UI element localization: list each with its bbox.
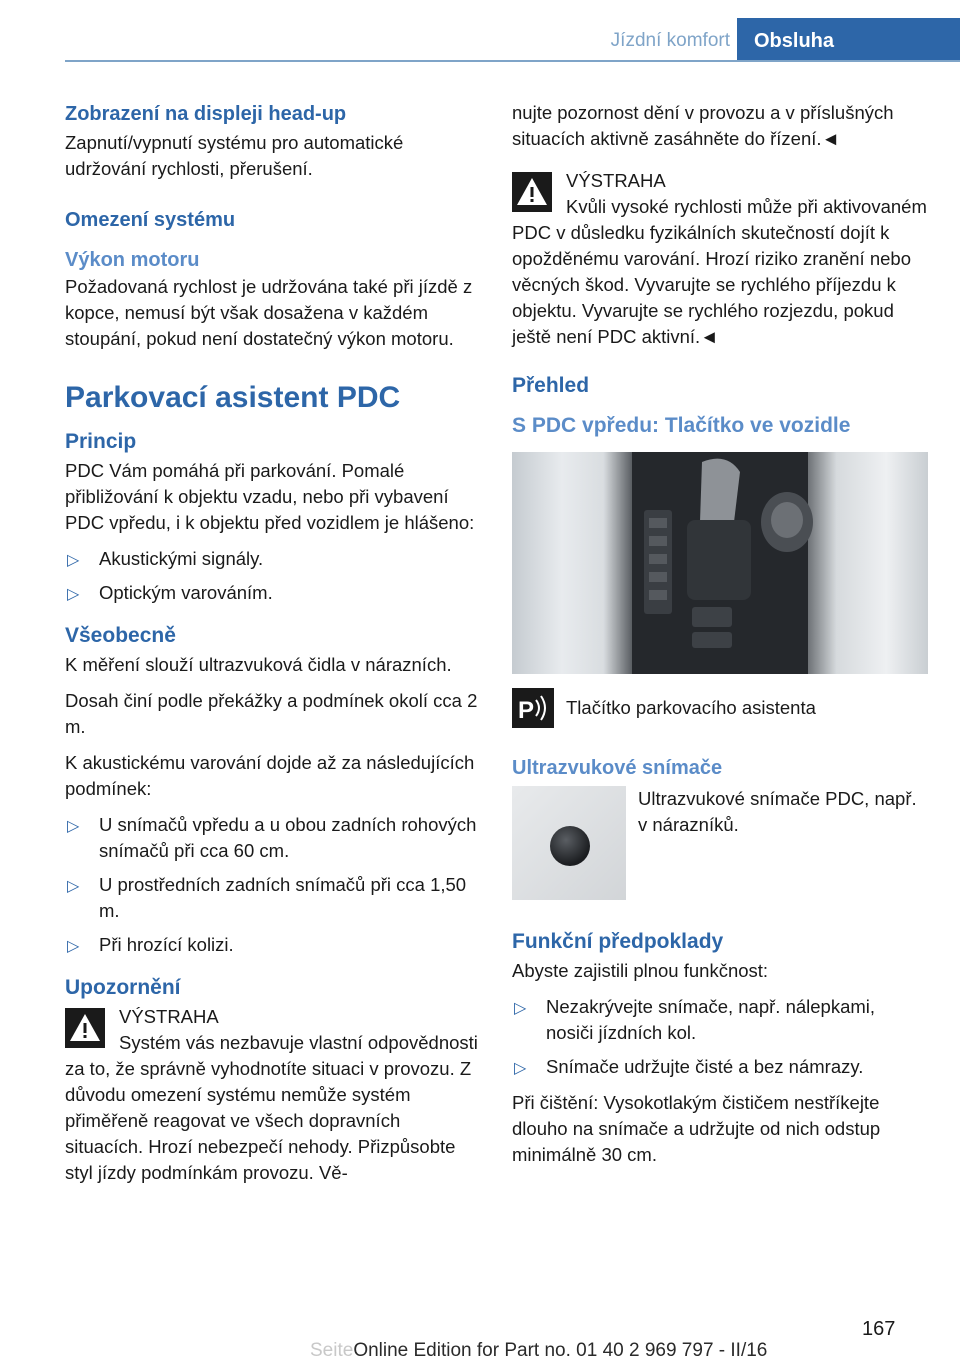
- heading-prerequisites: Funkční předpoklady: [512, 930, 724, 953]
- bullet-triangle-icon: ▷: [514, 1000, 527, 1017]
- sensor-caption: Ultrazvukové snímače PDC, např. v nárazníků.: [638, 788, 917, 835]
- warning-title: VÝSTRAHA: [119, 1006, 219, 1027]
- pdc-button-icon: [512, 688, 554, 728]
- pdc-button-legend: [512, 688, 927, 728]
- warning-triangle-icon: [65, 1008, 105, 1048]
- paragraph-general-2: Dosah činí podle překážky a podmínek okolí cca 2 m.: [65, 690, 478, 737]
- right-column: [512, 100, 927, 1178]
- footer-edition-text: Online Edition for Part no. 01 40 2 969 797 - II/16: [353, 1340, 768, 1361]
- principle-list: [65, 546, 480, 606]
- warning-text: Kvůli vysoké rychlosti může při aktivovaném PDC v důsledku fyzikálních skutečností dojít k opožděnému varování. Hrozí riziko zranění nebo věcných škod. Vyvarujte se rychlého příjezdu k objektu. Vyvarujte se rychlého rozjezdu, pokud ještě není PDC aktivní.◄: [512, 196, 927, 347]
- paragraph-engine-power: Požadovaná rychlost je udržována také při jízdě z kopce, nemusí být však dosažena v každém stoupání, pokud není dostatečný výkon motoru.: [65, 276, 473, 349]
- footer-edition: [310, 1340, 767, 1362]
- heading-engine-power: Výkon motoru: [65, 249, 200, 271]
- bullet-triangle-icon: ▷: [67, 586, 80, 603]
- list-item: ▷ Optickým varováním.: [65, 580, 480, 606]
- paragraph-continuation: nujte pozornost dění v provozu a v příslušných situacích aktivně zasáhněte do řízení.◄: [512, 102, 894, 149]
- warning-block: [512, 168, 927, 350]
- warning-triangle-icon: [512, 172, 552, 212]
- list-item: ▷ U prostředních zadních snímačů při cca 1,50 m.: [67, 874, 467, 921]
- page-number: 167: [862, 1318, 896, 1340]
- header-tab-label: Obsluha: [737, 18, 960, 62]
- paragraph-cleaning: Při čištění: Vysokotlakým čističem nestříkejte dlouho na snímače a udržujte od nich odstup minimálně 30 cm.: [512, 1092, 881, 1165]
- paragraph-prerequisites: Abyste zajistili plnou funkčnost:: [512, 960, 769, 981]
- warning-block: [65, 1004, 480, 1186]
- heading-sensors: Ultrazvukové snímače: [512, 757, 723, 779]
- heading-principle: Princip: [65, 430, 137, 453]
- page-header: [0, 0, 960, 62]
- center-console-photo: [512, 452, 928, 674]
- header-section-label: Jízdní komfort: [610, 30, 730, 51]
- sensor-dot: [550, 826, 590, 866]
- svg-text:P: P: [518, 697, 535, 724]
- paragraph-hud: Zapnutí/vypnutí systému pro automatické udržování rychlosti, přerušení.: [65, 132, 404, 179]
- header-rule: [65, 60, 960, 62]
- footer-watermark: Seite: [310, 1340, 354, 1361]
- sensor-figure: [512, 786, 927, 900]
- bullet-triangle-icon: ▷: [67, 818, 80, 835]
- heading-pdc-button: S PDC vpředu: Tlačítko ve vozidle: [512, 414, 851, 437]
- heading-general: Všeobecně: [65, 624, 176, 647]
- heading-hud: Zobrazení na displeji head-up: [65, 103, 347, 125]
- general-list: [65, 812, 480, 958]
- heading-pdc: Parkovací asistent PDC: [65, 381, 401, 414]
- warning-text: Systém vás nezbavuje vlastní odpovědnosti za to, že správně vyhodnotíte situaci v provozu. Z důvodu omezení systému nemůže systém přiměřeně reagovat ve všech dopravních situacích. Hrozí nebezpečí nehody. Přizpůsobte styl jízdy podmínkám provozu. Vě-: [65, 1032, 478, 1183]
- heading-overview: Přehled: [512, 374, 590, 397]
- paragraph-principle: PDC Vám pomáhá při parkování. Pomalé přibližování k objektu vzadu, nebo při vybavení PDC vpředu, i k objektu před vozidlem je hlášeno:: [65, 460, 475, 533]
- bullet-triangle-icon: ▷: [67, 552, 80, 569]
- list-item: ▷ Při hrozící kolizi.: [65, 932, 480, 958]
- bullet-triangle-icon: ▷: [67, 938, 80, 955]
- list-item: ▷ Akustickými signály.: [65, 546, 480, 572]
- list-item: ▷ U snímačů vpředu a u obou zadních rohových snímačů při cca 60 cm.: [67, 814, 477, 861]
- paragraph-general-3: K akustickému varování dojde až za následujících podmínek:: [65, 752, 475, 799]
- warning-title: VÝSTRAHA: [566, 170, 666, 191]
- bullet-triangle-icon: ▷: [67, 878, 80, 895]
- left-column: [65, 100, 480, 1186]
- list-item: ▷ Snímače udržujte čisté a bez námrazy.: [512, 1054, 927, 1080]
- pdc-button-label: Tlačítko parkovacího asistenta: [566, 697, 816, 718]
- list-item: ▷ Nezakrývejte snímače, např. nálepkami, nosiči jízdních kol.: [514, 996, 876, 1043]
- ultrasonic-sensor-photo: [512, 786, 626, 900]
- prerequisite-list: [512, 994, 927, 1080]
- bullet-triangle-icon: ▷: [514, 1060, 527, 1077]
- heading-system-limits: Omezení systému: [65, 209, 236, 231]
- console-illustration: [512, 452, 928, 674]
- paragraph-general-1: K měření slouží ultrazvuková čidla v nárazních.: [65, 654, 452, 675]
- heading-notes: Upozornění: [65, 976, 181, 999]
